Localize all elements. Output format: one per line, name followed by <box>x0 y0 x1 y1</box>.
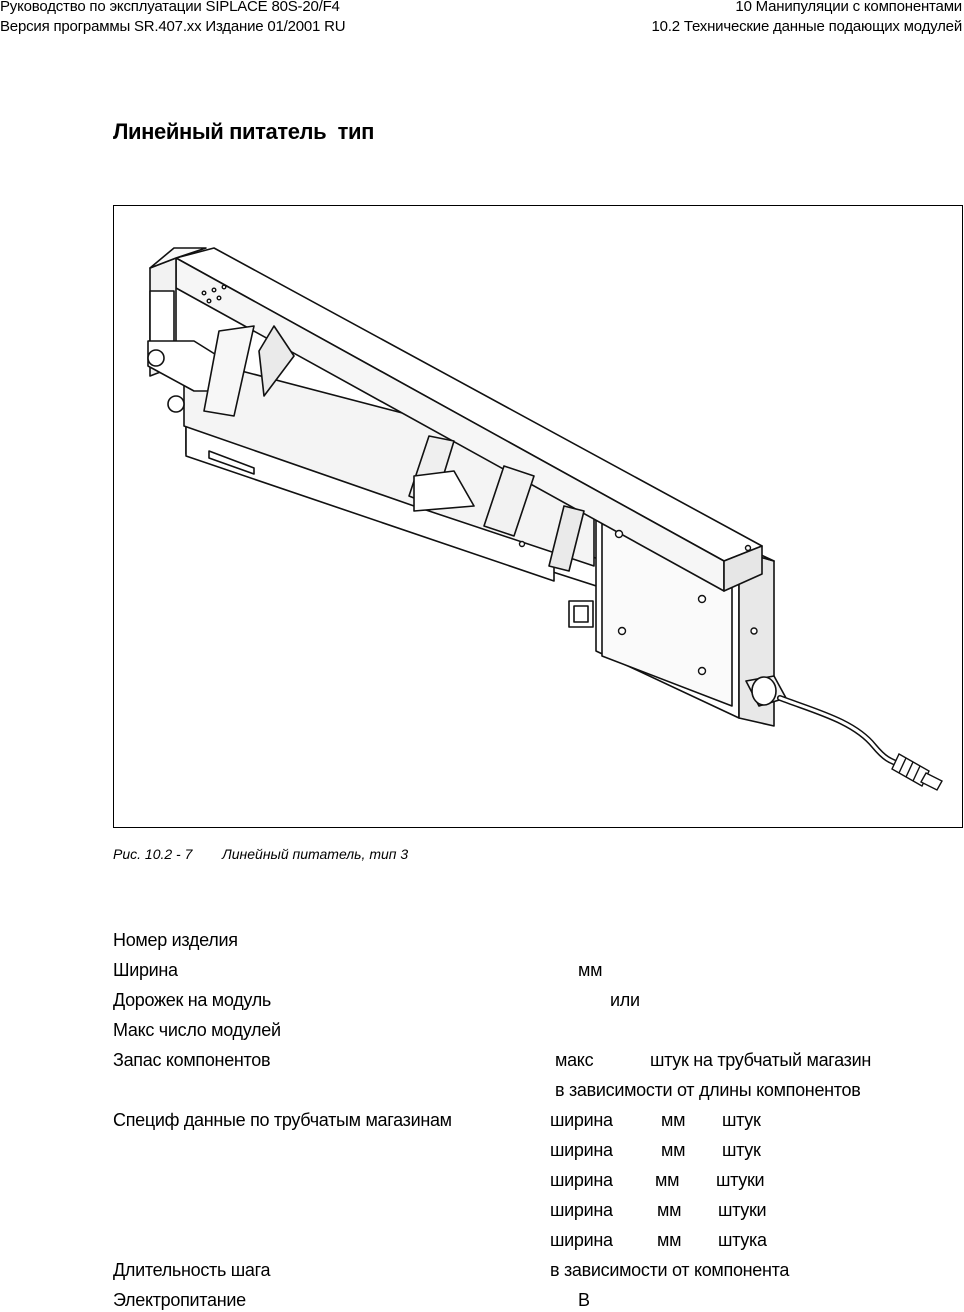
tracks-value: или <box>610 990 640 1010</box>
tube-row-width: ширина <box>550 1170 613 1190</box>
power-label: Электропитание <box>113 1290 246 1310</box>
part-number-label: Номер изделия <box>113 930 238 950</box>
tube-row-count: штуки <box>716 1170 765 1190</box>
max-modules-label: Макс число модулей <box>113 1020 281 1040</box>
linear-feeder-illustration <box>114 206 962 827</box>
tube-row-width: ширина <box>550 1230 613 1250</box>
document-header-left <box>0 0 345 37</box>
stock-label: Запас компонентов <box>113 1050 271 1070</box>
width-label: Ширина <box>113 960 178 980</box>
pitch-label: Длительность шага <box>113 1260 271 1280</box>
tracks-label: Дорожек на модуль <box>113 990 271 1010</box>
tube-row-unit: мм <box>661 1110 686 1130</box>
section-title: 10.2 Технические данные подающих модулей <box>651 18 962 35</box>
tube-row-unit: мм <box>657 1200 682 1220</box>
tube-row-count: штук <box>722 1110 761 1130</box>
tube-row-width: ширина <box>550 1110 613 1130</box>
manual-title: Руководство по эксплуатации SIPLACE 80S-20/F4 <box>0 0 340 15</box>
tube-row-count: штук <box>722 1140 761 1160</box>
stock-unit: штук на трубчатый магазин <box>650 1050 872 1070</box>
tube-row-unit: мм <box>661 1140 686 1160</box>
page-title: Линейный питатель тип <box>113 119 375 144</box>
stock-max: макс <box>555 1050 594 1070</box>
document-header-right <box>651 0 962 37</box>
chapter-title: 10 Манипуляции с компонентами <box>735 0 962 15</box>
power-unit: В <box>578 1290 590 1310</box>
tube-specs-label: Специф данные по трубчатым магазинам <box>113 1110 452 1130</box>
figure-caption <box>113 846 408 862</box>
tube-row-width: ширина <box>550 1200 613 1220</box>
tube-row-count: штуки <box>718 1200 767 1220</box>
tube-row-width: ширина <box>550 1140 613 1160</box>
width-unit: мм <box>578 960 603 980</box>
figure-title: Линейный питатель, тип 3 <box>222 846 409 862</box>
tube-row-count: штука <box>718 1230 767 1250</box>
tube-row-unit: мм <box>655 1170 680 1190</box>
figure-number: Рис. 10.2 - 7 <box>113 846 193 862</box>
stock-note: в зависимости от длины компонентов <box>555 1080 861 1100</box>
figure-frame <box>113 205 963 828</box>
pitch-value: в зависимости от компонента <box>550 1260 790 1280</box>
tube-row-unit: мм <box>657 1230 682 1250</box>
version-edition: Версия программы SR.407.xx Издание 01/2001 RU <box>0 18 346 35</box>
